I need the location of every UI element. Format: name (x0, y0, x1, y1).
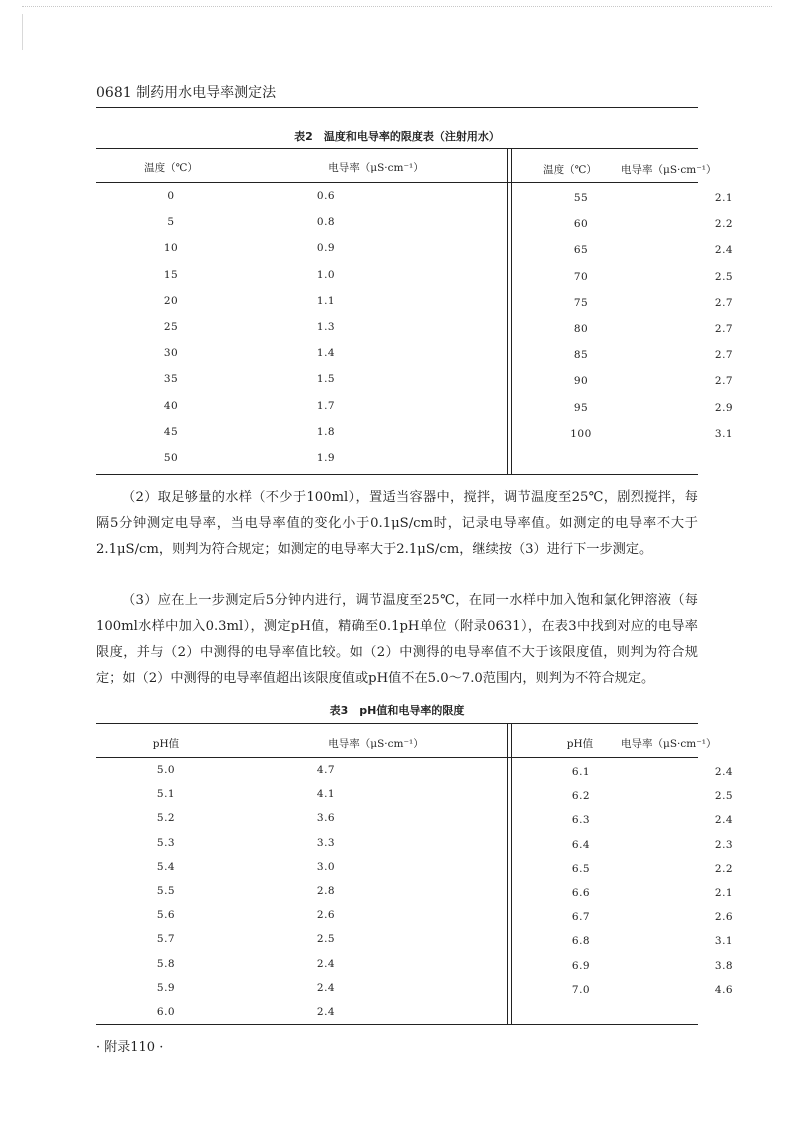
table2 (96, 148, 734, 474)
table2-left-row-key: 0 (167, 190, 175, 202)
table2-right-row-key: 90 (573, 375, 589, 388)
table3-right-row-key: 6.8 (571, 935, 591, 948)
table3-header-cond-left: 电导率（μS·cm⁻¹） (328, 738, 424, 750)
table3-left-row-value: 2.4 (316, 1006, 336, 1018)
table3-left-row-value: 3.3 (316, 836, 336, 849)
table3-header-ph-left: pH值 (152, 738, 180, 750)
table2-right-row-value: 2.4 (714, 244, 734, 257)
table3-right-row-key: 6.9 (571, 959, 591, 972)
table2-right-row-key: 85 (573, 349, 589, 362)
page-number: · 附录110 · (96, 1040, 164, 1055)
table2-left-row-key: 50 (163, 452, 179, 464)
table2-left-row-key: 35 (163, 373, 179, 386)
table2-right-row-value: 3.1 (714, 427, 734, 440)
table3-right-row-key: 6.7 (571, 911, 591, 924)
table2-left-row-value: 1.1 (316, 294, 336, 307)
running-header: 0681 制药用水电导率测定法 (96, 85, 277, 101)
table3-right-row-value: 2.3 (714, 838, 734, 851)
table3-right-row-key: 7.0 (571, 983, 591, 996)
table3-left-row-key: 5.3 (156, 836, 176, 849)
table2-bottom-rule (96, 474, 698, 475)
table2-left-row-value: 1.4 (316, 347, 336, 360)
table2-left-row-value: 1.9 (316, 452, 336, 464)
table3-header-cond-right: 电导率（μS·cm⁻¹） (621, 738, 717, 750)
table3-left-row-key: 5.4 (156, 860, 176, 873)
table2-right-row-key: 100 (570, 427, 592, 440)
table2-right-row-value: 2.5 (714, 270, 734, 283)
table3-right-row-key: 6.3 (571, 814, 591, 827)
table3-right-row-key: 6.2 (571, 790, 591, 803)
table2-left-row-key: 5 (167, 216, 175, 229)
table3-right-row-value: 2.5 (714, 790, 734, 803)
table2-left-row-value: 1.3 (316, 321, 336, 333)
table2-right-row-value: 2.7 (714, 349, 734, 362)
table3-caption: 表3 pH值和电导率的限度 (329, 704, 465, 717)
table3-right-row-value: 4.6 (714, 983, 734, 996)
table2-right-row-value: 2.7 (714, 323, 734, 335)
paragraph-step-3: （3）应在上一步测定后5分钟内进行，调节温度至25℃，在同一水样中加入饱和氯化钾溶液（每100ml水样中加入0.3ml），测定pH值，精确至0.1pH单位（附录0631），在表3中找到对应的电导率限度，并与（2）中测得的电导率值比较。如（2）中测得的电导率值不大于该限度值，则判为符合规定；如（2）中测得的电导率值超出该限度值或pH值不在5.0～7.0范围内，则判为不符合规定。 (96, 593, 698, 686)
table3-top-rule (96, 723, 698, 724)
table3-left-row-key: 5.5 (156, 885, 176, 897)
header-rule (96, 107, 698, 108)
table2-left-row-key: 25 (163, 321, 179, 333)
table3-left-row-key: 5.8 (156, 957, 176, 970)
table2-right-row-value: 2.7 (714, 296, 734, 309)
table2-left-row-value: 1.5 (316, 373, 336, 386)
table2-right-row-key: 95 (573, 401, 589, 414)
table3-left-row-key: 5.6 (156, 909, 176, 922)
table2-left-row-value: 0.9 (316, 242, 336, 255)
table3-left-row-value: 2.8 (316, 885, 336, 897)
table2-right-row-value: 2.2 (714, 218, 734, 231)
table3-right-row-value: 2.6 (714, 911, 734, 924)
table2-header-temp-right: 温度（℃） (543, 164, 597, 176)
table2-header-cond-right: 电导率（μS·cm⁻¹） (621, 164, 717, 176)
table3-left-row-key: 5.1 (156, 788, 176, 801)
footer-rule (96, 1024, 698, 1025)
table3-header-ph-right: pH值 (566, 738, 594, 750)
table3-left-row-value: 2.4 (316, 981, 336, 994)
table2-header-cond-left: 电导率（μS·cm⁻¹） (328, 162, 424, 174)
table2-left-row-key: 40 (163, 399, 179, 412)
table3-right-row-value: 2.1 (714, 887, 734, 899)
table2-header-temp-left: 温度（℃） (144, 162, 198, 174)
table2-header-rule (96, 182, 698, 183)
scan-edge-line (22, 6, 772, 7)
table3 (96, 723, 734, 1025)
table3-left-row-value: 3.6 (316, 812, 336, 825)
table3-right-row-value: 3.1 (714, 935, 734, 948)
table2-right-row-key: 70 (573, 270, 589, 283)
table3-left-row-key: 5.0 (156, 764, 176, 776)
table3-right-row-key: 6.1 (571, 766, 591, 778)
table3-left-row-value: 3.0 (316, 860, 336, 873)
table2-left-row-value: 1.7 (316, 399, 336, 412)
table2-left-row-key: 45 (163, 425, 179, 438)
table3-left-row-value: 2.6 (316, 909, 336, 922)
table2-left-row-key: 20 (163, 294, 179, 307)
table2-top-rule (96, 148, 698, 149)
table3-left-row-value: 2.5 (316, 933, 336, 946)
table2-right-row-key: 75 (573, 296, 589, 309)
table2-left-row-value: 0.8 (316, 216, 336, 229)
table3-column-separator (507, 723, 512, 1025)
table3-left-row-value: 2.4 (316, 957, 336, 970)
table2-right-row-key: 60 (573, 218, 589, 231)
table2-left-row-key: 30 (163, 347, 179, 360)
table2-right-row-value: 2.9 (714, 401, 734, 414)
table2-left-row-value: 0.6 (316, 190, 336, 202)
table3-left-row-value: 4.7 (316, 764, 336, 776)
table2-right-row-key: 80 (573, 323, 589, 335)
table3-right-row-value: 3.8 (714, 959, 734, 972)
table2-caption: 表2 温度和电导率的限度表（注射用水） (294, 130, 500, 143)
table3-left-row-key: 6.0 (156, 1006, 176, 1018)
table2-column-separator (507, 148, 512, 474)
table2-left-row-value: 1.0 (316, 268, 336, 281)
table3-left-row-key: 5.2 (156, 812, 176, 825)
table3-left-row-key: 5.7 (156, 933, 176, 946)
table2-right-row-key: 55 (573, 192, 589, 204)
table2-left-row-key: 10 (163, 242, 179, 255)
table3-right-row-value: 2.4 (714, 766, 734, 778)
table2-right-row-value: 2.1 (714, 192, 734, 204)
table2-right-row-key: 65 (573, 244, 589, 257)
table3-right-row-value: 2.2 (714, 862, 734, 875)
table3-right-row-key: 6.4 (571, 838, 591, 851)
table3-left-row-key: 5.9 (156, 981, 176, 994)
table3-right-row-value: 2.4 (714, 814, 734, 827)
table2-left-row-value: 1.8 (316, 425, 336, 438)
table3-right-row-key: 6.5 (571, 862, 591, 875)
table3-right-row-key: 6.6 (571, 887, 591, 899)
table2-left-row-key: 15 (163, 268, 179, 281)
paragraph-step-2: （2）取足够量的水样（不少于100ml），置适当容器中，搅拌，调节温度至25℃，剧烈搅拌，每隔5分钟测定电导率，当电导率值的变化小于0.1μS/cm时，记录电导率值。如测定的电导率不大于2.1μS/cm，则判为符合规定；如测定的电导率大于2.1μS/cm，继续按（3）进行下一步测定。 (96, 490, 698, 557)
margin-mark (22, 14, 23, 50)
table3-left-row-value: 4.1 (316, 788, 336, 801)
table2-right-row-value: 2.7 (714, 375, 734, 388)
table3-header-rule (96, 757, 698, 758)
